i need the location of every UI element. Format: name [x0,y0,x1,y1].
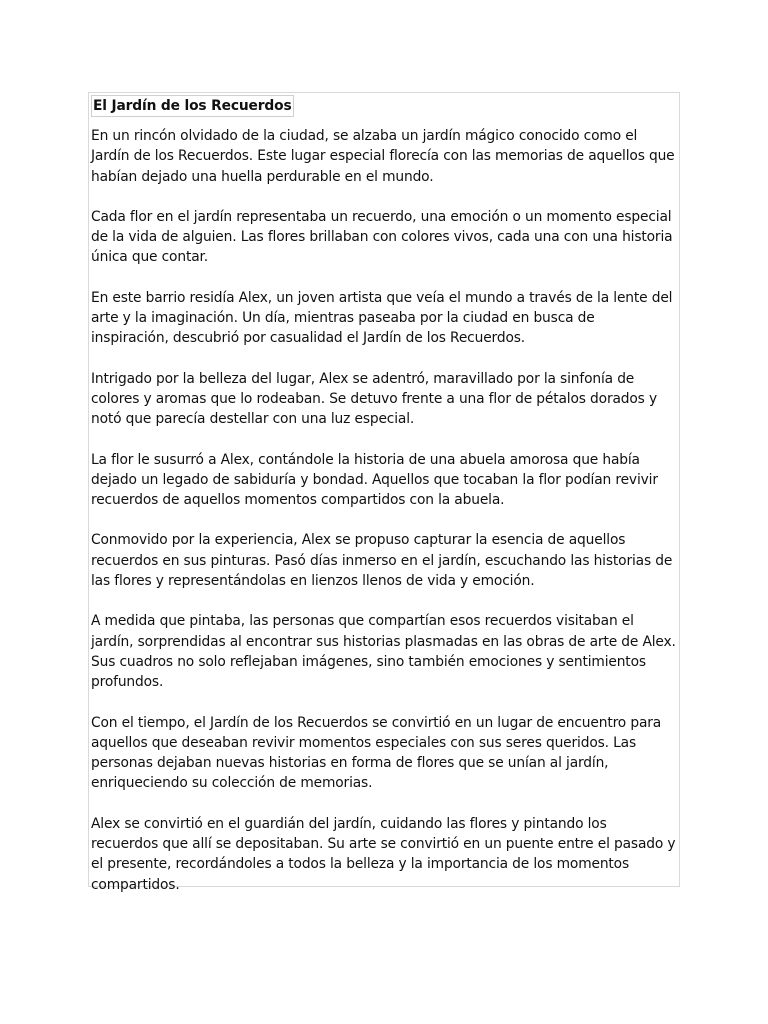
document-title: El Jardín de los Recuerdos [91,95,294,117]
paragraph: Cada flor en el jardín representaba un recuerdo, una emoción o un momento especial de la vida de alguien. Las flores brillaban con colores vivos, cada una con una historia única que contar. [91,208,673,266]
paragraph: La flor le susurró a Alex, contándole la historia de una abuela amorosa que había dejado un legado de sabiduría y bondad. Aquellos que tocaban la flor podían revivir recuerdos de aquellos momentos compartidos con la abuela. [91,451,658,509]
paragraph: Alex se convirtió en el guardián del jardín, cuidando las flores y pintando los recuerdos que allí se depositaban. Su arte se convirtió en un puente entre el pasado y el presente, recordándoles a todos la belleza y la importancia de los momentos compartidos. [91,815,676,893]
paragraph: Conmovido por la experiencia, Alex se propuso capturar la esencia de aquellos recuerdos en sus pinturas. Pasó días inmerso en el jardín, escuchando las historias de las flores y representándolas en lienzos llenos de vida y emoción. [91,532,673,590]
paragraph: A medida que pintaba, las personas que compartían esos recuerdos visitaban el jardín, sorprendidas al encontrar sus historias plasmadas en las obras de arte de Alex. Sus cuadros no solo reflejaban imágenes, sino también emociones y sentimientos profundos. [91,613,676,691]
paragraph: Con el tiempo, el Jardín de los Recuerdos se convirtió en un lugar de encuentro para aquellos que deseaban revivir momentos especiales con sus seres queridos. Las personas dejaban nuevas historias en forma de flores que se unían al jardín, enriqueciendo su colección de memorias. [91,714,662,792]
paragraph: En un rincón olvidado de la ciudad, se alzaba un jardín mágico conocido como el Jardín de los Recuerdos. Este lugar especial florecía con las memorias de aquellos que habían dejado una huella perdurable en el mundo. [91,128,675,185]
paragraph: En este barrio residía Alex, un joven artista que veía el mundo a través de la lente del arte y la imaginación. Un día, mientras paseaba por la ciudad en busca de inspiración, descubrió por casualidad el Jardín de los Recuerdos. [91,289,673,347]
paragraph: Intrigado por la belleza del lugar, Alex se adentró, maravillado por la sinfonía de colores y aromas que lo rodeaban. Se detuvo frente a una flor de pétalos dorados y notó que parecía destellar con una luz especial. [91,370,657,428]
document-text-frame [88,92,680,893]
